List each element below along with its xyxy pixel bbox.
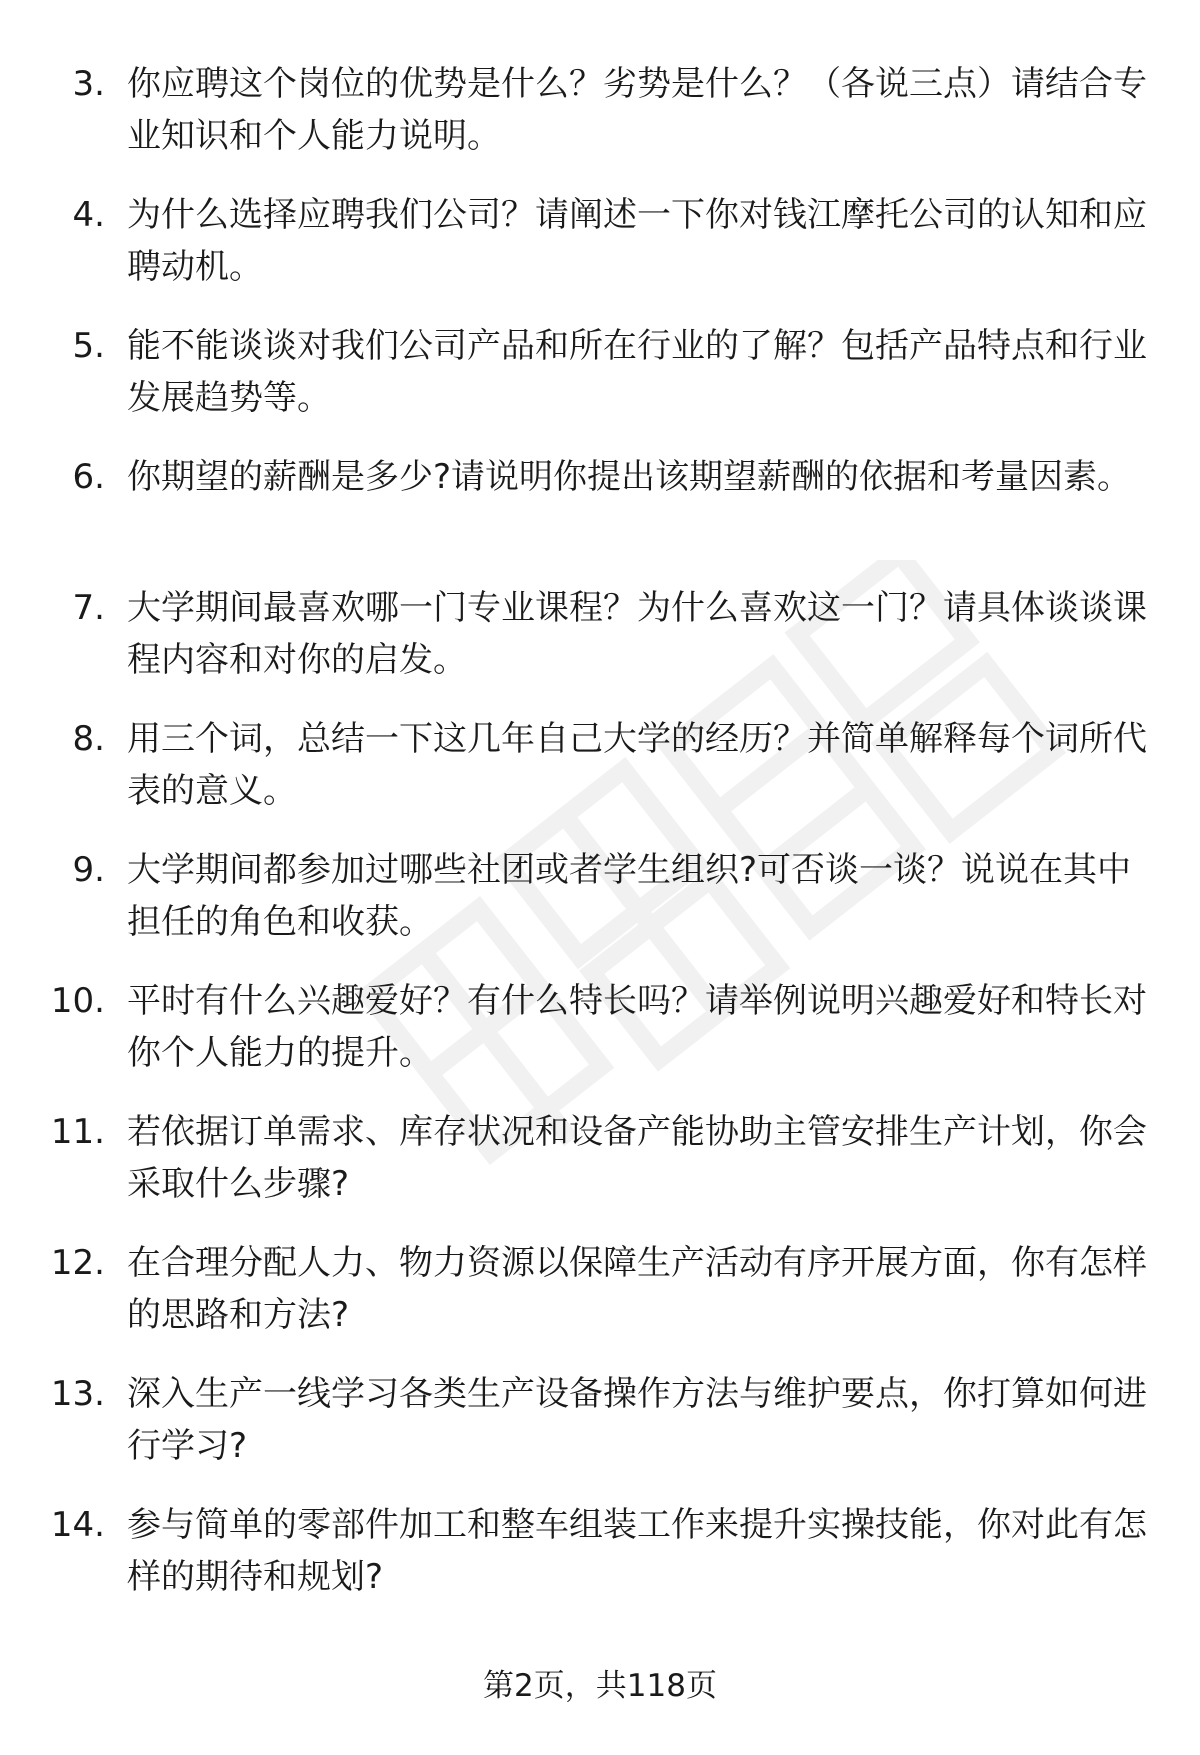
question-number: 3. [72,64,105,104]
question-number: 11. [50,1112,105,1152]
question-number: 6. [72,457,105,497]
question-item [0,451,1200,582]
question-text: 你应聘这个岗位的优势是什么？劣势是什么？（各说三点）请结合专业知识和个人能力说明。 [127,64,1147,156]
question-number: 5. [72,326,105,366]
question-text: 在合理分配人力、物力资源以保障生产活动有序开展方面，你有怎样的思路和方法? [127,1243,1147,1335]
question-item [0,713,1200,844]
question-number: 8. [72,719,105,759]
question-number: 9. [72,850,105,890]
question-text: 大学期间都参加过哪些社团或者学生组织?可否谈一谈？说说在其中担任的角色和收获。 [127,850,1132,942]
question-number: 4. [72,195,105,235]
question-item [0,189,1200,320]
question-number: 7. [72,588,105,628]
question-number: 14. [50,1505,105,1545]
question-item [0,844,1200,975]
question-number: 12. [50,1243,105,1283]
question-text: 能不能谈谈对我们公司产品和所在行业的了解？包括产品特点和行业发展趋势等。 [127,326,1147,418]
question-text: 你期望的薪酬是多少?请说明你提出该期望薪酬的依据和考量因素。 [127,457,1132,497]
question-list [0,58,1200,1630]
question-number: 10. [50,981,105,1021]
question-text: 用三个词，总结一下这几年自己大学的经历？并简单解释每个词所代表的意义。 [127,719,1147,811]
question-item [0,1499,1200,1630]
question-text: 为什么选择应聘我们公司？请阐述一下你对钱江摩托公司的认知和应聘动机。 [127,195,1147,287]
question-text: 深入生产一线学习各类生产设备操作方法与维护要点，你打算如何进行学习? [127,1374,1147,1466]
question-text: 大学期间最喜欢哪一门专业课程？为什么喜欢这一门？请具体谈谈课程内容和对你的启发。 [127,588,1147,680]
question-text: 平时有什么兴趣爱好？有什么特长吗？请举例说明兴趣爱好和特长对你个人能力的提升。 [127,981,1147,1073]
question-item [0,582,1200,713]
question-item [0,320,1200,451]
question-item [0,1368,1200,1499]
question-number: 13. [50,1374,105,1414]
question-item [0,1237,1200,1368]
question-item [0,58,1200,189]
page-number-footer: 第2页，共118页 [483,1668,717,1704]
question-text: 参与简单的零部件加工和整车组装工作来提升实操技能，你对此有怎样的期待和规划? [127,1505,1147,1597]
question-text: 若依据订单需求、库存状况和设备产能协助主管安排生产计划，你会采取什么步骤? [127,1112,1147,1204]
question-item [0,975,1200,1106]
question-item [0,1106,1200,1237]
